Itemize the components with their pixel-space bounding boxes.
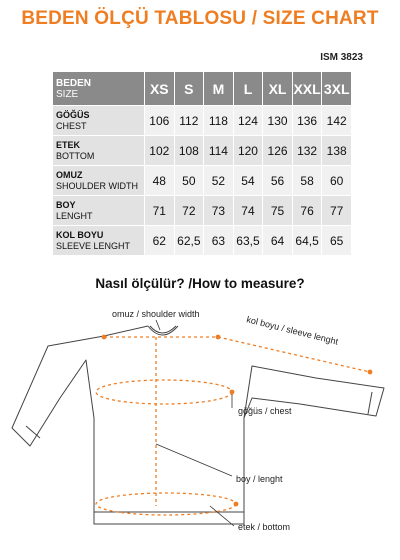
table-cell: 73 — [204, 196, 234, 226]
table-cell: 142 — [322, 106, 352, 136]
table-cell: 118 — [204, 106, 234, 136]
length-label: boy / lenght — [236, 474, 283, 484]
table-cell: 124 — [233, 106, 263, 136]
table-cell: 120 — [233, 136, 263, 166]
table-header-row — [53, 72, 352, 106]
table-cell: 60 — [322, 166, 352, 196]
shoulder-label: omuz / shoulder width — [112, 309, 200, 319]
table-cell: 130 — [263, 106, 293, 136]
row-label-en: LENGHT — [56, 210, 93, 221]
size-header: 3XL — [322, 72, 352, 106]
header-label-tr: BEDEN — [56, 77, 92, 89]
row-label-en: BOTTOM — [56, 150, 95, 161]
table-cell: 108 — [174, 136, 204, 166]
table-cell: 74 — [233, 196, 263, 226]
row-label-tr: OMUZ — [56, 169, 83, 180]
table-row — [53, 136, 352, 166]
size-header: L — [233, 72, 263, 106]
chest-ellipse — [96, 380, 232, 404]
table-row — [53, 166, 352, 196]
table-cell: 64 — [263, 226, 293, 256]
table-cell: 77 — [322, 196, 352, 226]
row-label — [53, 226, 145, 256]
size-header: XS — [145, 72, 175, 106]
table-cell: 112 — [174, 106, 204, 136]
row-label-tr: KOL BOYU — [56, 229, 104, 240]
table-cell: 54 — [233, 166, 263, 196]
row-label — [53, 136, 145, 166]
table-cell: 106 — [145, 106, 175, 136]
table-cell: 48 — [145, 166, 175, 196]
row-label — [53, 196, 145, 226]
row-label-tr: BOY — [56, 199, 76, 210]
row-label-en: CHEST — [56, 120, 87, 131]
table-cell: 138 — [322, 136, 352, 166]
table-cell: 56 — [263, 166, 293, 196]
table-cell: 65 — [322, 226, 352, 256]
table-cell: 126 — [263, 136, 293, 166]
table-cell: 62,5 — [174, 226, 204, 256]
table-cell: 76 — [292, 196, 322, 226]
table-cell: 62 — [145, 226, 175, 256]
header-label-en: SIZE — [56, 88, 79, 100]
table-cell: 136 — [292, 106, 322, 136]
chest-label: göğüs / chest — [238, 406, 292, 416]
size-header: M — [204, 72, 234, 106]
bottom-label: etek / bottom — [238, 522, 291, 532]
how-to-measure-title: Nasıl ölçülür? /How to measure? — [95, 276, 305, 291]
table-cell: 75 — [263, 196, 293, 226]
size-header: XXL — [292, 72, 322, 106]
leader-lines — [156, 320, 234, 526]
size-header: S — [174, 72, 204, 106]
table-cell: 102 — [145, 136, 175, 166]
table-cell: 114 — [204, 136, 234, 166]
measurement-diagram — [0, 296, 400, 560]
table-row — [53, 226, 352, 256]
table-cell: 63 — [204, 226, 234, 256]
size-header: XL — [263, 72, 293, 106]
row-label — [53, 106, 145, 136]
row-label-tr: GÖĞÜS — [56, 109, 90, 120]
table-header-label — [53, 72, 145, 106]
table-cell: 71 — [145, 196, 175, 226]
table-cell: 72 — [174, 196, 204, 226]
table-cell: 63,5 — [233, 226, 263, 256]
sleeve-label: kol boyu / sleeve lenght — [245, 314, 340, 347]
row-label-en: SHOULDER WIDTH — [56, 180, 139, 191]
table-row — [53, 196, 352, 226]
product-code: ISM 3823 — [320, 52, 363, 63]
size-chart-table — [52, 71, 352, 256]
row-label-tr: ETEK — [56, 139, 81, 150]
table-cell: 52 — [204, 166, 234, 196]
page-title: BEDEN ÖLÇÜ TABLOSU / SIZE CHART — [21, 8, 379, 29]
table-cell: 50 — [174, 166, 204, 196]
table-cell: 58 — [292, 166, 322, 196]
row-label — [53, 166, 145, 196]
row-label-en: SLEEVE LENGHT — [56, 240, 131, 251]
table-cell: 132 — [292, 136, 322, 166]
sleeve-line — [218, 337, 370, 372]
table-cell: 64,5 — [292, 226, 322, 256]
measurement-guides — [96, 337, 370, 515]
table-row — [53, 106, 352, 136]
